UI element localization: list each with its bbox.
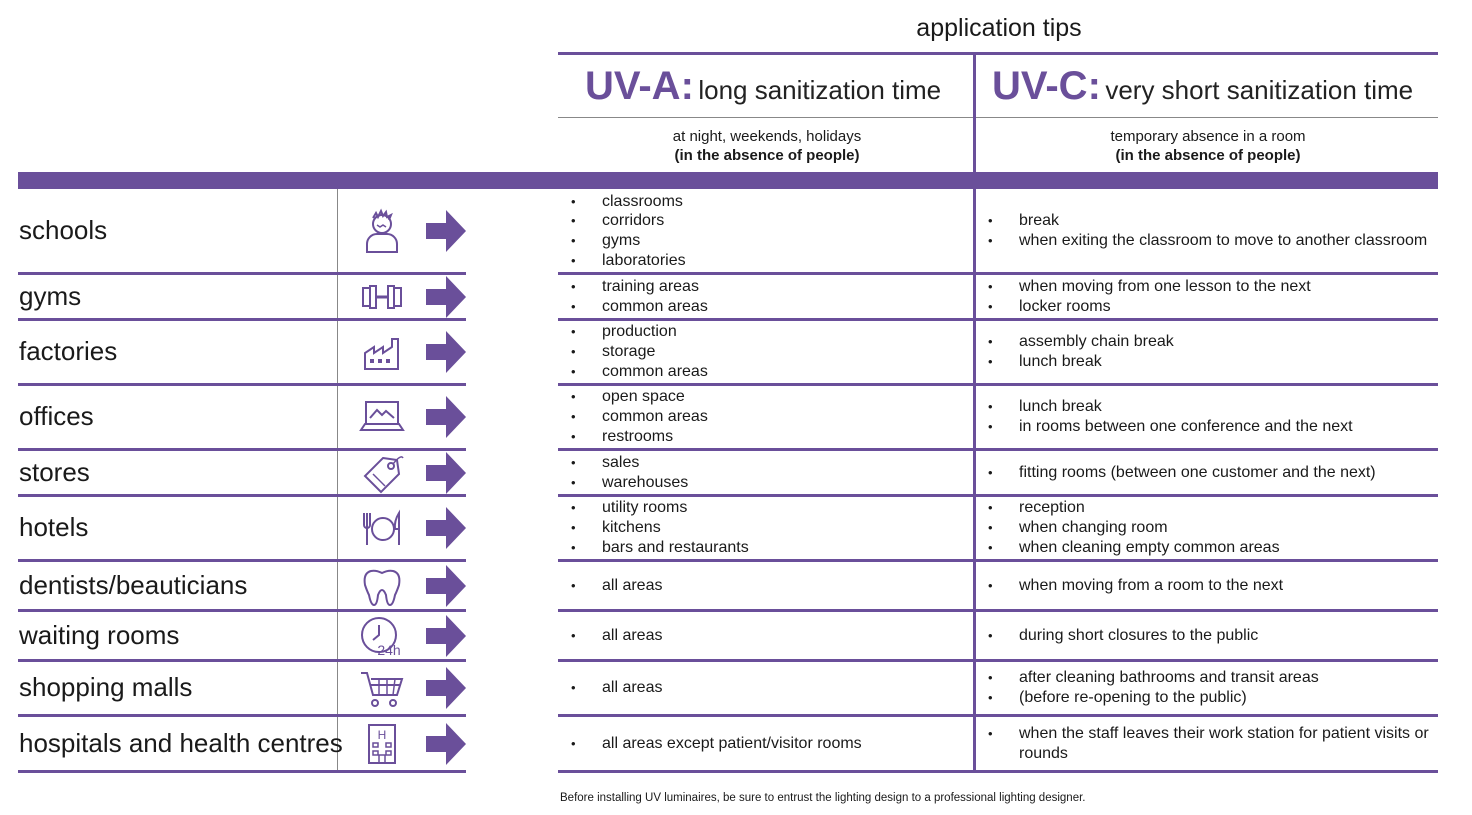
row-separator xyxy=(558,659,1438,662)
list-item: • common areas xyxy=(560,362,970,382)
row-separator xyxy=(558,448,1438,451)
uvc-cell xyxy=(977,576,1437,596)
uvc-label: UV-C: xyxy=(992,64,1101,108)
header-top-rule xyxy=(558,52,1438,55)
right-arrow-icon xyxy=(426,331,466,371)
row-label: stores xyxy=(19,456,90,487)
right-arrow-icon xyxy=(426,276,466,316)
hospital-icon xyxy=(359,721,405,767)
list-item: • reception xyxy=(977,498,1437,518)
list-item: • open space xyxy=(560,387,970,407)
uva-subheader xyxy=(560,127,974,165)
list-item: • training areas xyxy=(560,277,970,297)
uva-cell xyxy=(560,626,970,646)
list-item: • when moving from one lesson to the next xyxy=(977,277,1437,297)
right-arrow-icon xyxy=(426,615,466,655)
row-separator xyxy=(558,318,1438,321)
list-item: • utility rooms xyxy=(560,498,970,518)
list-item: • (before re-opening to the public) xyxy=(977,688,1437,708)
list-item: • when moving from a room to the next xyxy=(977,576,1437,596)
right-arrow-icon xyxy=(426,507,466,547)
uva-description: long sanitization time xyxy=(698,75,942,105)
list-item: • all areas xyxy=(560,678,970,698)
row-separator xyxy=(558,559,1438,562)
right-arrow-icon xyxy=(426,396,466,436)
uva-cell xyxy=(560,322,970,381)
row-label: gyms xyxy=(19,280,82,311)
row-label: hospitals and health centres xyxy=(19,727,343,758)
list-item: • common areas xyxy=(560,407,970,427)
uvc-cell xyxy=(977,626,1437,646)
row-separator xyxy=(558,494,1438,497)
laptop-icon xyxy=(359,394,405,440)
uva-cell xyxy=(560,453,970,492)
row-separator xyxy=(18,494,466,497)
list-item: • lunch break xyxy=(977,397,1437,417)
row-separator xyxy=(18,383,466,386)
uvc-cell xyxy=(977,724,1437,763)
row-separator xyxy=(18,714,466,717)
list-item: • fitting rooms (between one customer and the next) xyxy=(977,463,1437,483)
clock-24h-icon xyxy=(359,613,405,659)
row-label: offices xyxy=(19,401,94,431)
list-item: • assembly chain break xyxy=(977,332,1437,352)
price-tag-icon xyxy=(359,450,405,496)
uvc-sub-line2: (in the absence of people) xyxy=(1115,147,1301,164)
row-separator xyxy=(558,609,1438,612)
row-label: shopping malls xyxy=(19,672,193,702)
list-item: • production xyxy=(560,322,970,342)
uvc-description: very short sanitization time xyxy=(1105,75,1414,105)
uva-cell xyxy=(560,678,970,698)
row-label: schools xyxy=(19,215,108,245)
list-item: • break xyxy=(977,211,1437,231)
list-item: • in rooms between one conference and the next xyxy=(977,417,1437,437)
uva-cell xyxy=(560,192,970,271)
svg-text:H: H xyxy=(377,727,387,742)
dumbbell-icon xyxy=(359,274,405,320)
tooth-icon xyxy=(359,563,405,609)
uva-sub-line2: (in the absence of people) xyxy=(674,147,860,164)
list-item: • gyms xyxy=(560,231,970,251)
row-separator xyxy=(18,659,466,662)
list-item: • laboratories xyxy=(560,251,970,271)
list-item: • all areas except patient/visitor rooms xyxy=(560,734,970,754)
page-title: application tips xyxy=(916,14,1082,42)
uva-header xyxy=(585,64,941,114)
factory-icon xyxy=(359,329,405,375)
list-item: • storage xyxy=(560,342,970,362)
list-item: • when cleaning empty common areas xyxy=(977,538,1437,558)
uvc-cell xyxy=(977,332,1437,371)
uvc-cell xyxy=(977,463,1437,483)
row-separator xyxy=(558,272,1438,275)
row-separator xyxy=(558,383,1438,386)
list-item: • when exiting the classroom to move to another classroom xyxy=(977,231,1437,251)
list-item: • sales xyxy=(560,453,970,473)
row-label: hotels xyxy=(19,512,89,542)
row-label: waiting rooms xyxy=(19,619,180,650)
shopping-cart-icon xyxy=(359,665,405,711)
list-item: • bars and restaurants xyxy=(560,538,970,558)
row-label: dentists/beauticians xyxy=(19,569,248,600)
list-item: • all areas xyxy=(560,576,970,596)
uvc-sub-line1: temporary absence in a room xyxy=(1110,128,1306,145)
header-divider xyxy=(558,117,1438,118)
list-item: • classrooms xyxy=(560,192,970,212)
dining-icon xyxy=(359,505,405,551)
student-icon xyxy=(359,208,405,254)
uva-cell xyxy=(560,498,970,557)
uvc-cell xyxy=(977,397,1437,436)
row-separator xyxy=(558,770,1438,773)
list-item: • after cleaning bathrooms and transit areas xyxy=(977,668,1437,688)
uva-cell xyxy=(560,277,970,316)
list-item: • during short closures to the public xyxy=(977,626,1437,646)
right-arrow-icon xyxy=(426,565,466,605)
column-divider xyxy=(973,55,976,773)
uvc-cell xyxy=(977,498,1437,557)
list-item: • common areas xyxy=(560,297,970,317)
uva-cell xyxy=(560,387,970,446)
list-item: • corridors xyxy=(560,211,970,231)
uvc-cell xyxy=(977,668,1437,707)
uvc-cell xyxy=(977,277,1437,316)
list-item: • warehouses xyxy=(560,473,970,493)
uvc-cell xyxy=(977,211,1437,250)
uva-sub-line1: at night, weekends, holidays xyxy=(672,128,862,145)
footnote: Before installing UV luminaires, be sure to entrust the lighting design to a professional lighting designer. xyxy=(560,792,1086,804)
uva-label: UV-A: xyxy=(585,64,694,108)
row-separator xyxy=(558,714,1438,717)
list-item: • when the staff leaves their work station for patient visits or rounds xyxy=(977,724,1437,763)
right-arrow-icon xyxy=(426,723,466,763)
list-item: • locker rooms xyxy=(977,297,1437,317)
right-arrow-icon xyxy=(426,210,466,250)
list-item: • all areas xyxy=(560,626,970,646)
svg-text:24h: 24h xyxy=(377,641,401,658)
row-separator xyxy=(18,770,466,773)
uva-cell xyxy=(560,576,970,596)
uvc-subheader xyxy=(978,127,1438,165)
list-item: • lunch break xyxy=(977,352,1437,372)
row-label: factories xyxy=(19,336,118,366)
right-arrow-icon xyxy=(426,667,466,707)
icon-column-divider xyxy=(337,189,338,772)
list-item: • when changing room xyxy=(977,518,1437,538)
list-item: • restrooms xyxy=(560,427,970,447)
header-band xyxy=(18,172,1438,189)
list-item: • kitchens xyxy=(560,518,970,538)
right-arrow-icon xyxy=(426,452,466,492)
uvc-header xyxy=(992,64,1413,114)
row-separator xyxy=(18,318,466,321)
uva-cell xyxy=(560,734,970,754)
